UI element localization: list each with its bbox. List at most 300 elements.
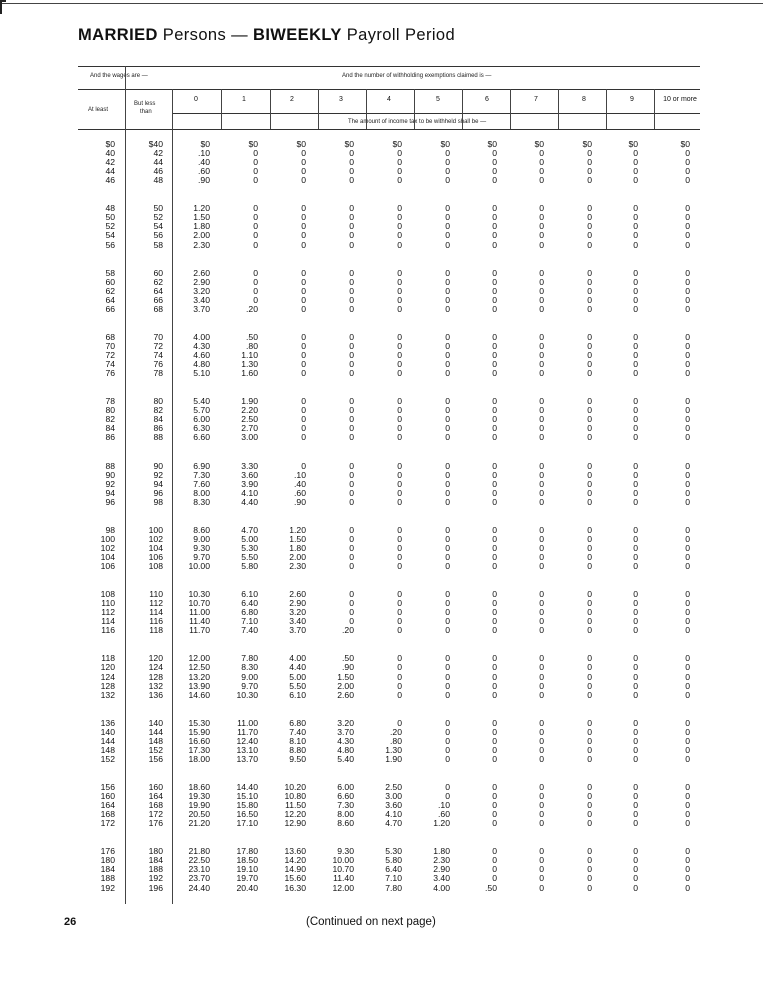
tax-cell: 3.40 [193, 294, 210, 305]
tax-cell: 4.40 [241, 496, 258, 507]
tax-cell: 0 [539, 726, 544, 737]
wage-at-least: 44 [105, 166, 115, 177]
tax-cell: 0 [587, 478, 592, 489]
wage-at-least: 180 [100, 855, 115, 866]
wage-at-least: 66 [105, 303, 115, 314]
wage-less-than: 56 [153, 230, 163, 241]
column-rule [318, 89, 319, 129]
tax-cell: 0 [349, 340, 354, 351]
wage-at-least: 86 [105, 432, 115, 443]
tax-cell: 0 [492, 331, 497, 342]
tax-cell: 0 [685, 689, 690, 700]
tax-cell: 2.20 [241, 405, 258, 416]
tax-cell: 7.30 [193, 469, 210, 480]
column-rule [414, 89, 415, 129]
tax-cell: 0 [492, 662, 497, 673]
tax-cell: 5.00 [289, 671, 306, 682]
tax-cell: 0 [492, 524, 497, 535]
tax-cell: 18.60 [188, 782, 210, 792]
tax-cell: 1.20 [193, 203, 210, 214]
wage-at-least: 42 [105, 157, 115, 168]
tax-cell: 0 [492, 809, 497, 820]
wage-at-least: 74 [105, 359, 115, 370]
column-rule [462, 89, 463, 129]
tax-cell: 0 [301, 331, 306, 342]
tax-cell: 4.10 [241, 487, 258, 498]
tax-cell: 0 [587, 753, 592, 764]
tax-cell: 0 [445, 221, 450, 232]
tax-cell: 0 [349, 303, 354, 314]
tax-cell: 2.90 [193, 276, 210, 287]
wage-less-than: 184 [148, 855, 163, 866]
tax-cell: 0 [349, 598, 354, 609]
tax-cell: 0 [445, 303, 450, 314]
tax-cell: 0 [397, 551, 402, 562]
tax-cell: 0 [685, 359, 690, 370]
tax-cell: 0 [445, 561, 450, 571]
tax-cell: 15.10 [236, 791, 258, 802]
tax-cell: 0 [539, 414, 544, 425]
tax-cell: 16.50 [236, 809, 258, 820]
tax-cell: 13.10 [236, 744, 258, 755]
tax-cell: 0 [445, 396, 450, 407]
title-period: Payroll Period [341, 26, 456, 44]
tax-cell: 0 [397, 230, 402, 241]
tax-cell: 19.70 [236, 873, 258, 884]
tax-cell: 0 [492, 350, 497, 360]
tax-cell: 0 [492, 267, 497, 278]
tax-cell: 0 [349, 414, 354, 425]
tax-cell: 0 [445, 717, 450, 728]
tax-cell: 0 [587, 589, 592, 600]
column-header: 5 [436, 96, 440, 103]
tax-cell: 0 [633, 478, 638, 489]
tax-cell: 0 [539, 524, 544, 535]
tax-cell: 0 [445, 203, 450, 214]
tax-cell: 16.30 [284, 882, 306, 893]
wage-less-than: 180 [148, 846, 163, 857]
tax-cell: 0 [349, 542, 354, 553]
tax-cell: 15.60 [284, 873, 306, 884]
tax-cell: 0 [445, 432, 450, 443]
tax-cell: 0 [633, 542, 638, 553]
wage-at-least: 84 [105, 423, 115, 434]
tax-cell: 0 [539, 175, 544, 186]
tax-cell: 0 [685, 533, 690, 544]
tax-cell: 0 [492, 157, 497, 168]
tax-cell: 0 [492, 396, 497, 407]
tax-cell: 0 [445, 671, 450, 682]
tax-cell: 11.00 [189, 607, 210, 618]
tax-cell: 0 [633, 294, 638, 305]
tax-cell: 0 [633, 533, 638, 544]
tax-cell: 19.30 [188, 791, 210, 802]
tax-cell: 1.90 [385, 753, 402, 764]
tax-cell: 0 [445, 166, 450, 177]
wage-at-least: 120 [100, 662, 115, 673]
tax-cell: 0 [587, 267, 592, 278]
wage-less-than: 80 [153, 396, 163, 407]
tax-cell: 0 [587, 726, 592, 737]
tax-cell: 0 [539, 285, 544, 296]
tax-cell: .50 [485, 882, 497, 893]
wage-at-least: 72 [105, 350, 115, 360]
than-label: than [140, 109, 152, 115]
tax-cell: 0 [445, 496, 450, 507]
tax-cell: 0 [349, 294, 354, 305]
tax-cell: 1.50 [337, 671, 354, 682]
tax-cell: 0 [492, 423, 497, 434]
tax-cell: 11.00 [237, 717, 258, 728]
tax-cell: 0 [349, 175, 354, 186]
tax-cell: 0 [633, 598, 638, 609]
tax-cell: $0 [344, 139, 354, 149]
tax-cell: 19.10 [236, 864, 258, 875]
tax-cell: 0 [633, 653, 638, 664]
tax-cell: .20 [246, 303, 258, 314]
tax-cell: 0 [445, 359, 450, 370]
tax-cell: 0 [685, 671, 690, 682]
wage-less-than: 112 [149, 598, 163, 609]
tax-cell: 0 [301, 303, 306, 314]
tax-cell: 0 [633, 350, 638, 360]
tax-cell: 0 [633, 340, 638, 351]
tax-cell: 0 [445, 487, 450, 498]
tax-cell: 0 [397, 414, 402, 425]
tax-cell: 9.30 [337, 846, 354, 857]
wage-less-than: 78 [153, 368, 163, 379]
tax-cell: 4.00 [193, 331, 210, 342]
tax-cell: 0 [492, 469, 497, 480]
wage-at-least: 70 [105, 340, 115, 351]
column-rule [606, 89, 607, 129]
title-persons: Persons — [157, 26, 253, 44]
tax-cell: 20.40 [236, 882, 258, 893]
tax-cell: 0 [492, 175, 497, 186]
tax-cell: 21.80 [188, 846, 210, 857]
tax-cell: 0 [397, 653, 402, 664]
tax-cell: 0 [685, 542, 690, 553]
tax-cell: 0 [587, 157, 592, 168]
tax-cell: 0 [445, 478, 450, 489]
wage-at-least: 160 [100, 791, 115, 802]
tax-cell: 0 [685, 589, 690, 600]
tax-cell: .90 [198, 175, 210, 186]
wage-at-least: 88 [105, 460, 115, 471]
tax-cell: 0 [685, 396, 690, 407]
tax-cell: 0 [685, 331, 690, 342]
tax-cell: 1.60 [241, 368, 258, 379]
tax-cell: 23.10 [188, 864, 210, 875]
tax-cell: 4.00 [289, 653, 306, 664]
tax-cell: 0 [349, 221, 354, 232]
tax-cell: 0 [685, 598, 690, 609]
tax-cell: 0 [539, 625, 544, 636]
tax-cell: 3.20 [337, 717, 354, 728]
tax-cell: 0 [539, 368, 544, 379]
wage-at-least: 128 [100, 680, 115, 691]
wage-less-than: 90 [153, 460, 163, 471]
tax-cell: 0 [633, 359, 638, 370]
tax-cell: 0 [492, 782, 497, 792]
wage-at-least: 156 [100, 782, 115, 792]
tax-cell: 0 [301, 221, 306, 232]
wage-less-than: 72 [153, 340, 163, 351]
tax-cell: 0 [349, 469, 354, 480]
tax-cell: 18.50 [236, 855, 258, 866]
wage-less-than: 84 [153, 414, 163, 425]
wage-less-than: 52 [153, 212, 163, 223]
tax-cell: 0 [685, 414, 690, 425]
tax-cell: 2.60 [289, 589, 306, 600]
tax-cell: 0 [587, 350, 592, 360]
tax-cell: 0 [301, 368, 306, 379]
tax-cell: 0 [445, 791, 450, 802]
tax-cell: 0 [685, 469, 690, 480]
tax-cell: 0 [492, 496, 497, 507]
wage-less-than: 88 [153, 432, 163, 443]
tax-cell: 1.30 [241, 359, 258, 370]
tax-cell: 0 [349, 166, 354, 177]
wage-at-least: 164 [100, 800, 115, 811]
tax-cell: 0 [633, 303, 638, 314]
tax-cell: 0 [587, 671, 592, 682]
tax-cell: 0 [349, 350, 354, 360]
tax-cell: 10.30 [188, 589, 210, 600]
tax-cell: 0 [539, 882, 544, 893]
tax-cell: 0 [301, 359, 306, 370]
wage-less-than: 118 [149, 625, 163, 636]
tax-cell: 0 [587, 203, 592, 214]
tax-cell: 0 [397, 221, 402, 232]
tax-cell: 0 [633, 432, 638, 443]
tax-cell: 10.20 [284, 782, 306, 792]
tax-cell: 0 [587, 331, 592, 342]
wage-at-least: 90 [105, 469, 115, 480]
tax-cell: 0 [539, 561, 544, 571]
tax-cell: 11.50 [285, 800, 306, 811]
tax-cell: 24.40 [188, 882, 210, 893]
tax-cell: 0 [492, 533, 497, 544]
tax-cell: 3.20 [193, 285, 210, 296]
tax-cell: 0 [539, 533, 544, 544]
tax-cell: 8.60 [337, 818, 354, 829]
tax-cell: 0 [587, 680, 592, 691]
tax-cell: 0 [349, 607, 354, 618]
column-header: 8 [582, 96, 586, 103]
tax-cell: 0 [445, 469, 450, 480]
tax-cell: 0 [492, 846, 497, 857]
tax-cell: 0 [397, 432, 402, 443]
tax-cell: 0 [445, 368, 450, 379]
tax-cell: 0 [539, 542, 544, 553]
tax-cell: .90 [294, 496, 306, 507]
tax-cell: 0 [685, 662, 690, 673]
tax-cell: 0 [492, 221, 497, 232]
tax-cell: 0 [492, 717, 497, 728]
tax-cell: 0 [349, 267, 354, 278]
wage-at-least: 112 [101, 607, 115, 618]
column-rule [510, 89, 511, 129]
tax-cell: 0 [397, 331, 402, 342]
tax-cell: 0 [587, 882, 592, 893]
tax-cell: 6.10 [289, 689, 306, 700]
tax-cell: 0 [633, 396, 638, 407]
tax-cell: 0 [539, 294, 544, 305]
column-header: 4 [387, 96, 391, 103]
tax-cell: 0 [492, 855, 497, 866]
wage-less-than: 120 [148, 653, 163, 664]
wage-at-least: 188 [100, 873, 115, 884]
wage-at-least: 40 [105, 148, 115, 159]
tax-cell: 21.20 [188, 818, 210, 829]
tax-cell: 0 [587, 303, 592, 314]
tax-cell: 0 [492, 689, 497, 700]
tax-cell: 0 [633, 267, 638, 278]
tax-cell: .80 [246, 340, 258, 351]
tax-cell: 0 [492, 818, 497, 829]
tax-cell: 14.20 [284, 855, 306, 866]
tax-cell: 8.80 [289, 744, 306, 755]
wage-less-than: 176 [148, 818, 163, 829]
wages-are-label: And the wages are — [90, 73, 148, 79]
tax-cell: 0 [492, 589, 497, 600]
tax-cell: 0 [445, 460, 450, 471]
tax-cell: 0 [445, 782, 450, 792]
tax-cell: 0 [633, 717, 638, 728]
wage-less-than: 62 [153, 276, 163, 287]
tax-cell: 0 [539, 423, 544, 434]
corner-mark [0, 0, 6, 14]
tax-cell: 0 [253, 175, 258, 186]
tax-cell: 0 [397, 598, 402, 609]
tax-cell: .10 [438, 800, 450, 811]
tax-cell: 0 [685, 855, 690, 866]
tax-cell: 0 [633, 791, 638, 802]
tax-cell: 10.70 [332, 864, 354, 875]
tax-cell: 0 [539, 873, 544, 884]
tax-cell: 0 [587, 524, 592, 535]
tax-cell: 0 [301, 148, 306, 159]
tax-cell: 0 [397, 496, 402, 507]
tax-cell: 3.70 [193, 303, 210, 314]
tax-cell: 0 [685, 285, 690, 296]
tax-cell: 0 [349, 359, 354, 370]
tax-cell: .10 [198, 148, 210, 159]
tax-cell: 0 [633, 524, 638, 535]
tax-cell: 15.30 [188, 717, 210, 728]
tax-cell: 0 [587, 285, 592, 296]
tax-cell: 0 [397, 487, 402, 498]
tax-cell: 2.00 [193, 230, 210, 241]
tax-cell: 7.30 [337, 800, 354, 811]
at-least-label: At least [88, 107, 109, 113]
tax-cell: 0 [633, 689, 638, 700]
tax-cell: 0 [492, 405, 497, 416]
wage-at-least: 114 [101, 616, 115, 627]
tax-cell: 7.80 [241, 653, 258, 664]
tax-cell: 0 [397, 294, 402, 305]
tax-cell: 0 [349, 551, 354, 562]
tax-cell: 0 [301, 230, 306, 241]
tax-cell: 0 [445, 340, 450, 351]
tax-cell: 0 [445, 607, 450, 618]
tax-cell: 0 [445, 589, 450, 600]
tax-cell: 0 [587, 855, 592, 866]
tax-cell: 17.80 [236, 846, 258, 857]
tax-cell: 0 [397, 203, 402, 214]
tax-cell: 0 [492, 276, 497, 287]
tax-cell: 0 [633, 726, 638, 737]
wage-less-than: 114 [149, 607, 163, 618]
tax-cell: 0 [397, 212, 402, 223]
wage-at-least: 92 [105, 478, 115, 489]
tax-cell: 8.60 [193, 524, 210, 535]
tax-cell: 5.50 [289, 680, 306, 691]
wage-less-than: 124 [148, 662, 163, 673]
wage-at-least: 184 [100, 864, 115, 875]
wage-less-than: 44 [153, 157, 163, 168]
tax-cell: 0 [685, 625, 690, 636]
tax-cell: 0 [587, 662, 592, 673]
tax-cell: 0 [587, 653, 592, 664]
wage-at-least: 102 [100, 542, 115, 553]
tax-cell: 0 [445, 414, 450, 425]
tax-cell: 0 [397, 717, 402, 728]
tax-cell: 0 [633, 285, 638, 296]
tax-cell: 0 [587, 423, 592, 434]
tax-cell: 0 [633, 680, 638, 691]
wage-less-than: 54 [153, 221, 163, 232]
tax-cell: 0 [587, 873, 592, 884]
tax-cell: 14.60 [188, 689, 210, 700]
tax-cell: 0 [587, 368, 592, 379]
wage-at-least: 62 [105, 285, 115, 296]
title-married: MARRIED [78, 26, 158, 44]
tax-cell: 0 [539, 432, 544, 443]
tax-cell: 0 [445, 753, 450, 764]
tax-cell: 0 [685, 524, 690, 535]
tax-cell: 0 [633, 671, 638, 682]
tax-cell: 0 [253, 230, 258, 241]
tax-cell: 0 [539, 662, 544, 673]
tax-cell: 0 [539, 744, 544, 755]
tax-cell: $0 [392, 139, 402, 149]
page-number: 26 [64, 916, 77, 928]
tax-cell: 2.50 [241, 414, 258, 425]
tax-cell: 6.10 [241, 589, 258, 600]
tax-cell: 17.30 [188, 744, 210, 755]
tax-cell: 0 [349, 148, 354, 159]
wage-at-least: 94 [105, 487, 115, 498]
tax-cell: 0 [445, 423, 450, 434]
tax-cell: 0 [685, 653, 690, 664]
tax-cell: 0 [397, 542, 402, 553]
tax-cell: 1.80 [289, 542, 306, 553]
tax-cell: 0 [445, 350, 450, 360]
tax-cell: 9.00 [193, 533, 210, 544]
tax-cell: 3.30 [241, 460, 258, 471]
tax-cell: 0 [633, 175, 638, 186]
tax-cell: 0 [397, 680, 402, 691]
tax-cell: 7.40 [241, 625, 258, 636]
tax-cell: 0 [685, 864, 690, 875]
tax-cell: 0 [539, 350, 544, 360]
tax-cell: 0 [685, 782, 690, 792]
tax-cell: 4.70 [385, 818, 402, 829]
tax-cell: 0 [445, 533, 450, 544]
tax-cell: 13.60 [284, 846, 306, 857]
